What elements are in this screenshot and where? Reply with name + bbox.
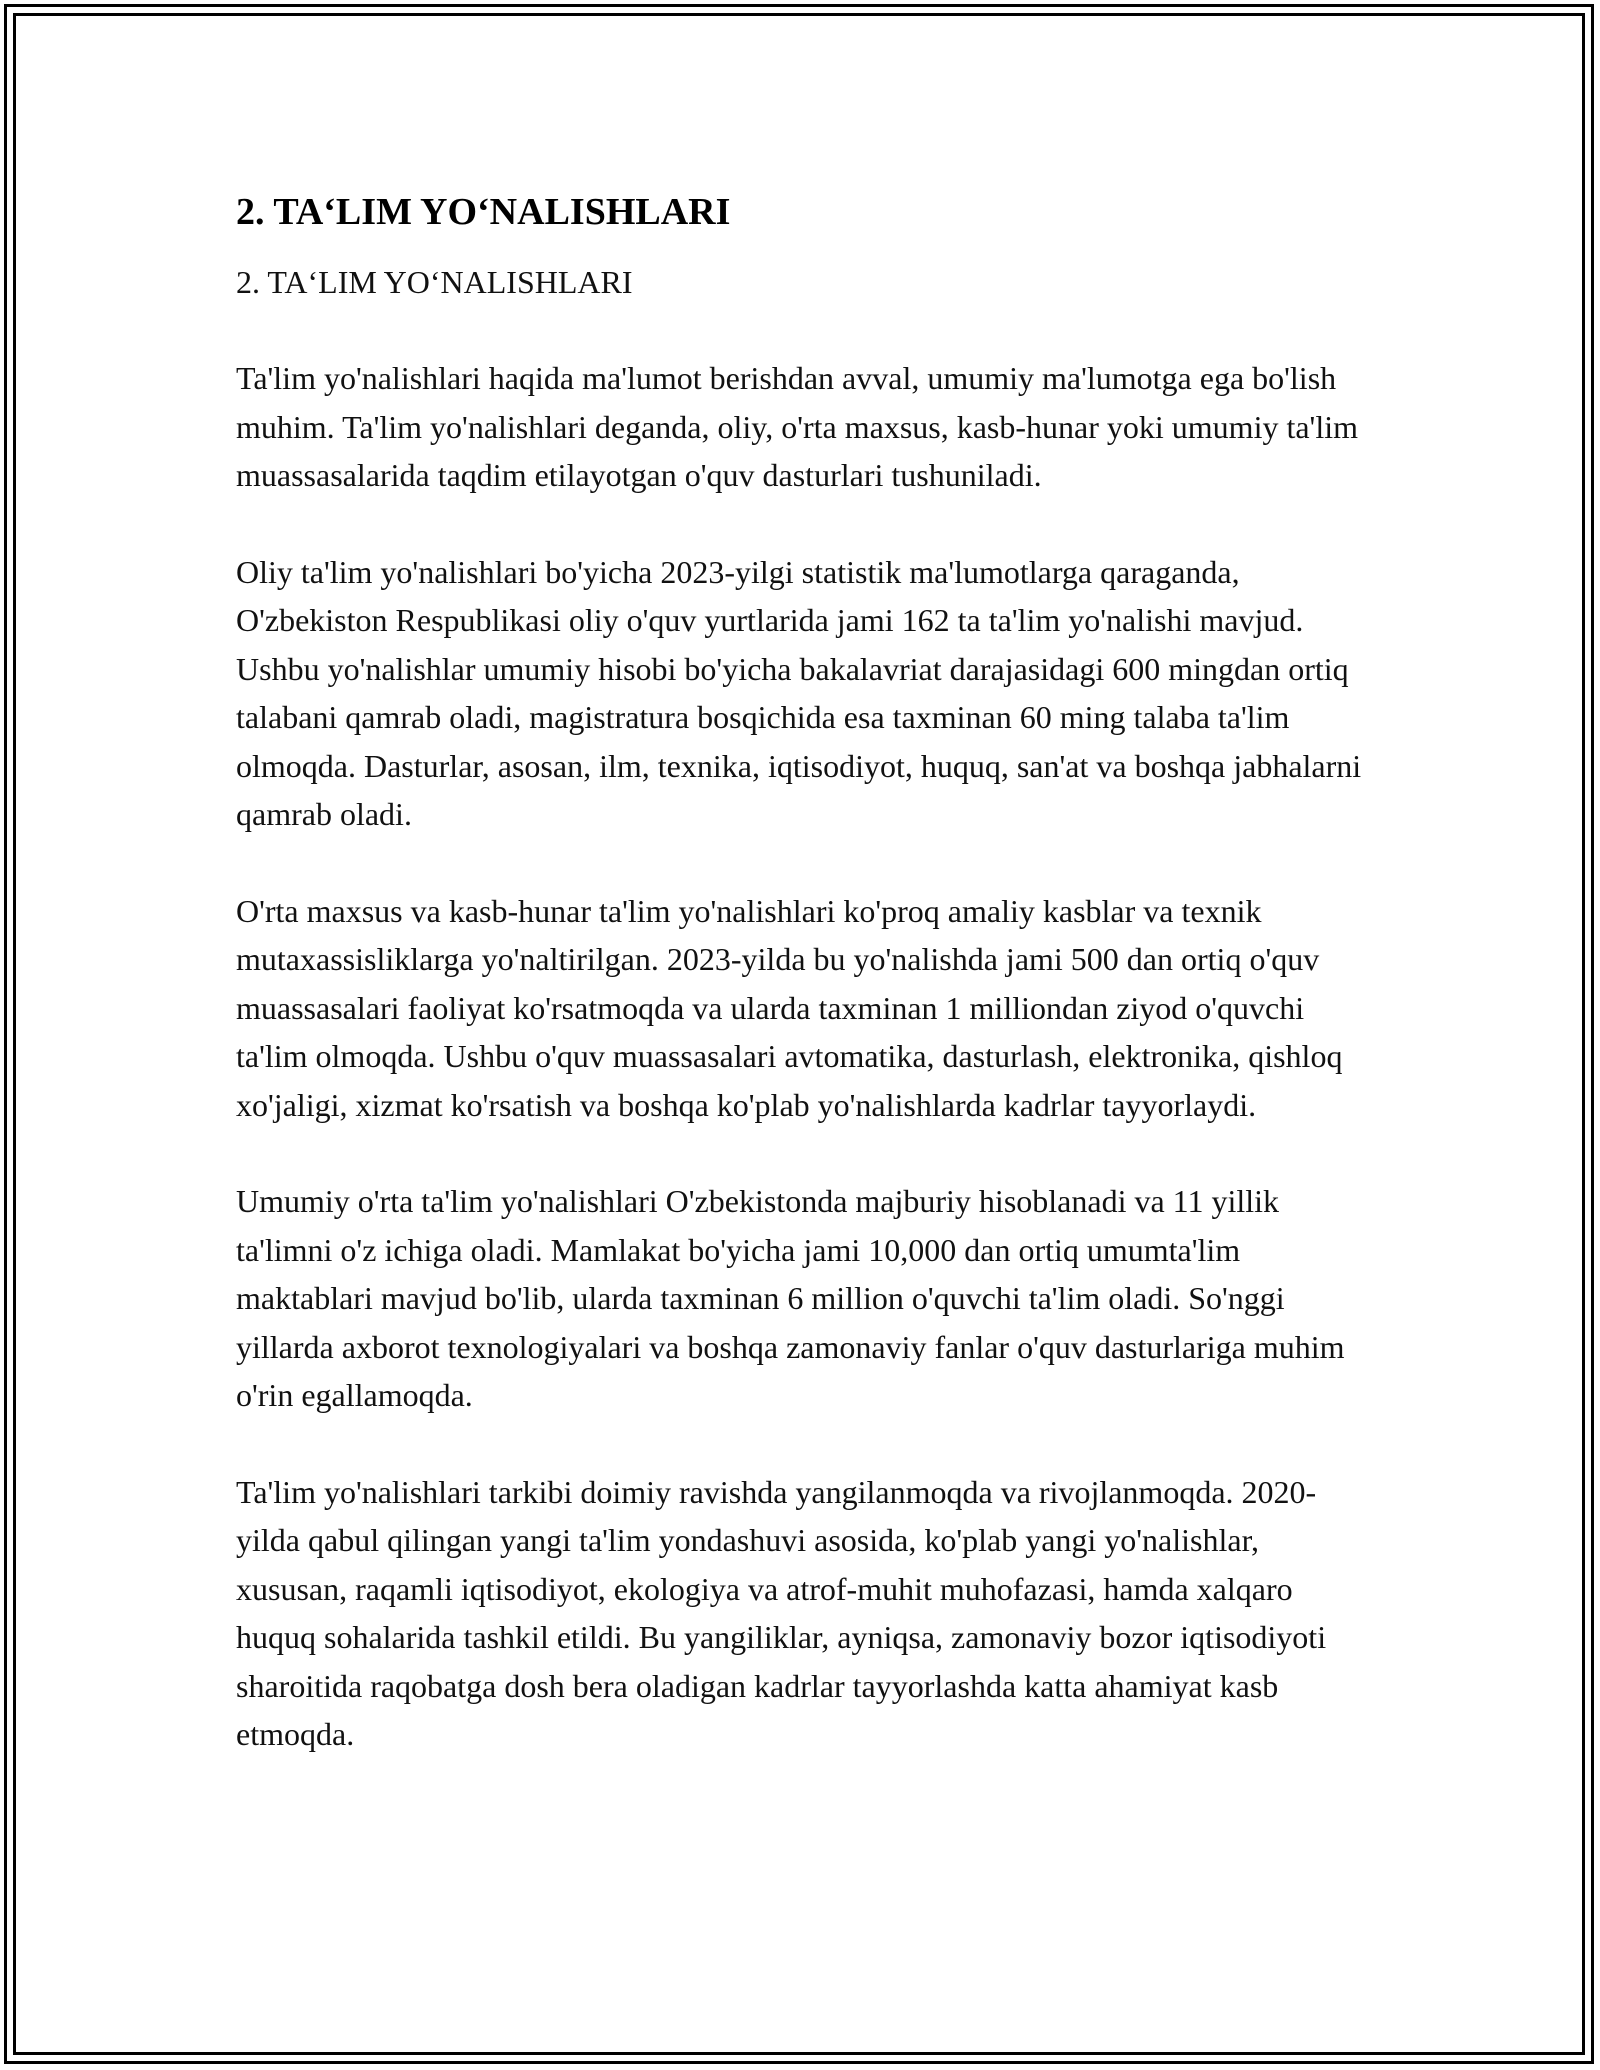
paragraph-intro: Ta'lim yo'nalishlari haqida ma'lumot berishdan avval, umumiy ma'lumotga ega bo'lish muhim. Ta'lim yo'nalishlari deganda, oliy, o'rta maxsus, kasb-hunar yoki umumiy ta'lim muassasalarida taqdim etilayotgan o'quv dasturlari tushuniladi.	[236, 360, 1358, 493]
paragraph-vocational-education: O'rta maxsus va kasb-hunar ta'lim yo'nalishlari ko'proq amaliy kasblar va texnik mutaxassisliklarga yo'naltirilgan. 2023-yilda bu yo'nalishda jami 500 dan ortiq o'quv muassasalari faoliyat ko'rsatmoqda va ularda taxminan 1 milliondan ziyod o'quvchi ta'lim olmoqda. Ushbu o'quv muassasalari avtomatika, dasturlash, elektronika, qishloq xo'jaligi, xizmat ko'rsatish va boshqa ko'plab yo'nalishlarda kadrlar tayyorlaydi.	[236, 892, 1343, 1123]
document-body	[236, 188, 1376, 1807]
paragraph-general-education: Umumiy o'rta ta'lim yo'nalishlari O'zbekistonda majburiy hisoblanadi va 11 yillik ta'limni o'z ichiga oladi. Mamlakat bo'yicha jami 10,000 dan ortiq umumta'lim maktablari mavjud bo'lib, ularda taxminan 6 million o'quvchi ta'lim oladi. So'nggi yillarda axborot texnologiyalari va boshqa zamonaviy fanlar o'quv dasturlariga muhim o'rin egallamoqda.	[236, 1183, 1345, 1413]
paragraph-higher-education: Oliy ta'lim yo'nalishlari bo'yicha 2023-yilgi statistik ma'lumotlarga qaraganda, O'zbekiston Respublikasi oliy o'quv yurtlarida jami 162 ta ta'lim yo'nalishi mavjud. Ushbu yo'nalishlar umumiy hisobi bo'yicha bakalavriat darajasidagi 600 mingdan ortiq talabani qamrab oladi, magistratura bosqichida esa taxminan 60 ming talaba ta'lim olmoqda. Dasturlar, asosan, ilm, texnika, iqtisodiyot, huquq, san'at va boshqa jabhalarni qamrab oladi.	[236, 553, 1362, 832]
section-subheading: 2. TA‘LIM YO‘NALISHLARI	[236, 264, 633, 300]
section-heading: 2. TA‘LIM YO‘NALISHLARI	[236, 191, 731, 233]
paragraph-reforms: Ta'lim yo'nalishlari tarkibi doimiy ravishda yangilanmoqda va rivojlanmoqda. 2020-yilda qabul qilingan yangi ta'lim yondashuvi asosida, ko'plab yangi yo'nalishlar, xususan, raqamli iqtisodiyot, ekologiya va atrof-muhit muhofazasi, hamda xalqaro huquq sohalarida tashkil etildi. Bu yangiliklar, ayniqsa, zamonaviy bozor iqtisodiyoti sharoitida raqobatga dosh bera oladigan kadrlar tayyorlashda katta ahamiyat kasb etmoqda.	[236, 1473, 1327, 1752]
